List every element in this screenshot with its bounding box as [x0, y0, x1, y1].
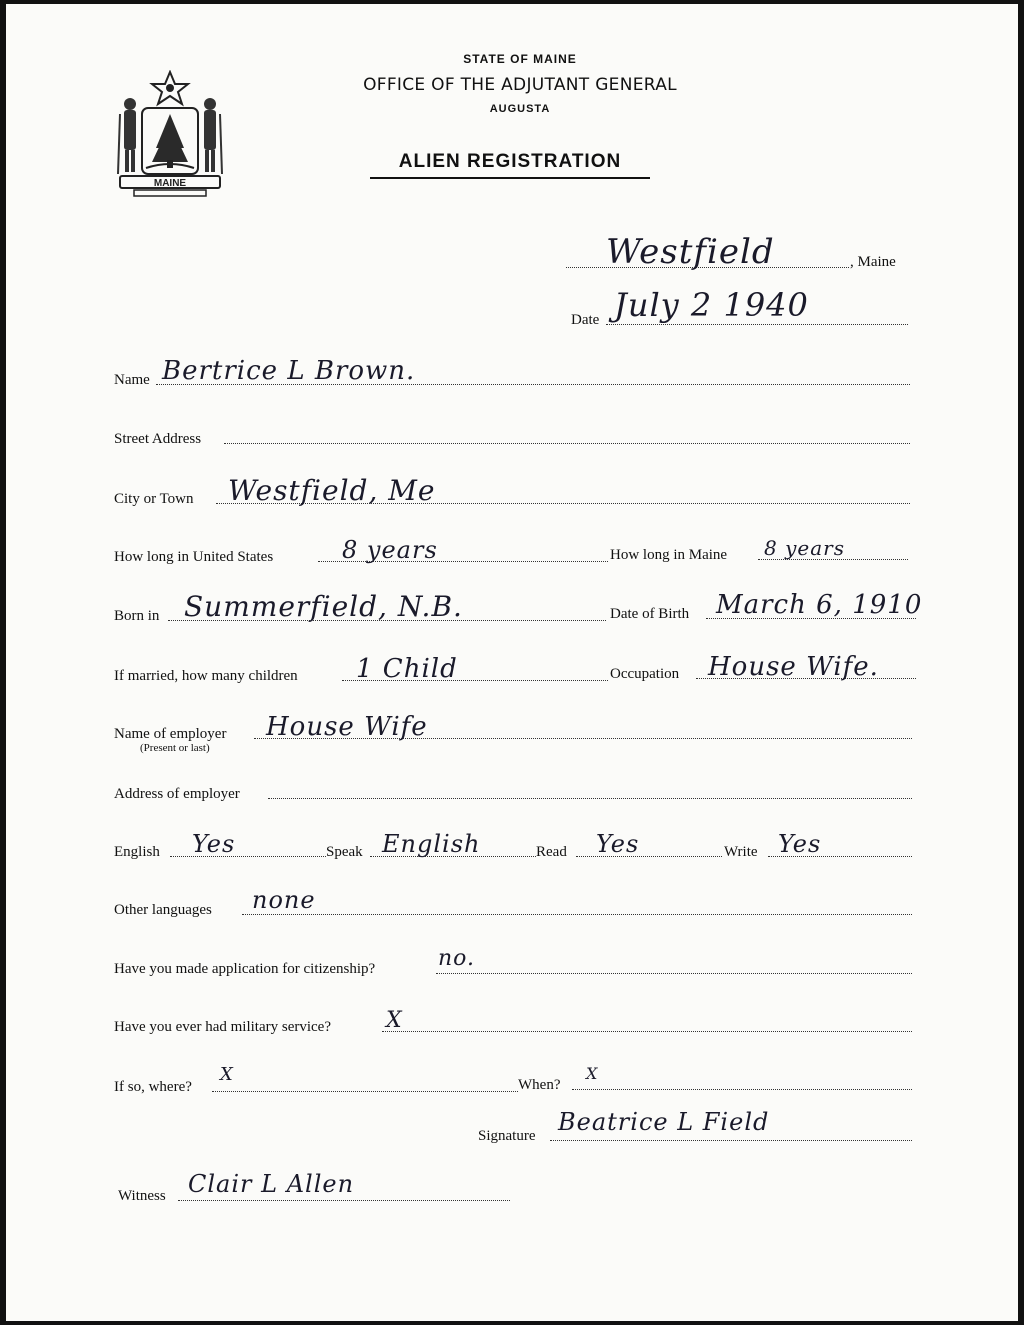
occupation-label: Occupation	[610, 666, 680, 682]
citizenship-entry: no.	[438, 946, 476, 971]
dob-entry: March 6, 1910	[716, 590, 923, 620]
where-entry: X	[220, 1064, 234, 1085]
other-languages-line	[242, 914, 912, 915]
witness-line	[178, 1200, 510, 1201]
when-line	[572, 1089, 912, 1090]
header-city: AUGUSTA	[489, 103, 551, 115]
occupation-entry: House Wife.	[708, 652, 879, 682]
how-long-me-label: How long in Maine	[610, 547, 728, 563]
witness-label: Witness	[118, 1188, 166, 1204]
employer-entry: House Wife	[266, 712, 428, 742]
signature-entry: Beatrice L Field	[558, 1108, 770, 1136]
born-entry: Summerfield, N.B.	[184, 590, 463, 623]
when-label: When?	[518, 1077, 561, 1093]
where-label: If so, where?	[114, 1079, 192, 1095]
english-entry: Yes	[192, 830, 236, 858]
write-label: Write	[724, 844, 758, 860]
how-long-us-label: How long in United States	[114, 549, 274, 565]
born-label: Born in	[114, 608, 160, 624]
write-entry: Yes	[778, 830, 822, 858]
where-line	[212, 1091, 518, 1092]
date-label: Date	[571, 312, 600, 328]
dob-label: Date of Birth	[610, 606, 690, 622]
citizenship-label: Have you made application for citizenship?	[114, 961, 376, 977]
signature-label: Signature	[478, 1128, 536, 1144]
date-line	[606, 324, 908, 325]
read-label: Read	[536, 844, 567, 860]
read-entry: Yes	[596, 830, 640, 858]
how-long-us-entry: 8 years	[342, 536, 438, 564]
employer-sublabel: (Present or last)	[140, 742, 210, 754]
date-entry: July 2 1940	[614, 286, 809, 324]
other-languages-label: Other languages	[114, 902, 212, 918]
signature-line	[550, 1140, 912, 1141]
header-state: STATE OF MAINE	[463, 52, 577, 66]
speak-entry: English	[382, 830, 481, 858]
how-long-me-entry: 8 years	[764, 536, 845, 560]
citizenship-line	[436, 973, 912, 974]
military-entry: X	[386, 1008, 403, 1033]
seal-text: MAINE	[153, 178, 187, 189]
military-line	[382, 1031, 912, 1032]
city-entry: Westfield, Me	[228, 474, 436, 507]
street-line	[224, 443, 910, 444]
header-office: OFFICE OF THE ADJUTANT GENERAL	[363, 75, 677, 95]
other-languages-entry: none	[252, 886, 316, 914]
english-label: English	[114, 844, 160, 860]
street-label: Street Address	[114, 431, 202, 447]
children-entry: 1 Child	[356, 654, 458, 684]
employer-label: Name of employer	[114, 726, 227, 742]
city-label: City or Town	[114, 491, 194, 507]
military-label: Have you ever had military service?	[114, 1019, 331, 1035]
when-entry: X	[586, 1064, 599, 1083]
town-suffix: , Maine	[850, 254, 896, 270]
page-title: ALIEN REGISTRATION	[370, 151, 650, 179]
form-page	[6, 4, 1018, 1321]
name-entry: Bertrice L Brown.	[162, 356, 416, 386]
witness-entry: Clair L Allen	[188, 1170, 355, 1198]
town-entry: Westfield	[606, 232, 775, 272]
employer-address-label: Address of employer	[114, 786, 240, 802]
married-label: If married, how many children	[114, 668, 298, 684]
name-label: Name	[114, 372, 150, 388]
speak-label: Speak	[326, 844, 363, 860]
employer-address-line	[268, 798, 912, 799]
